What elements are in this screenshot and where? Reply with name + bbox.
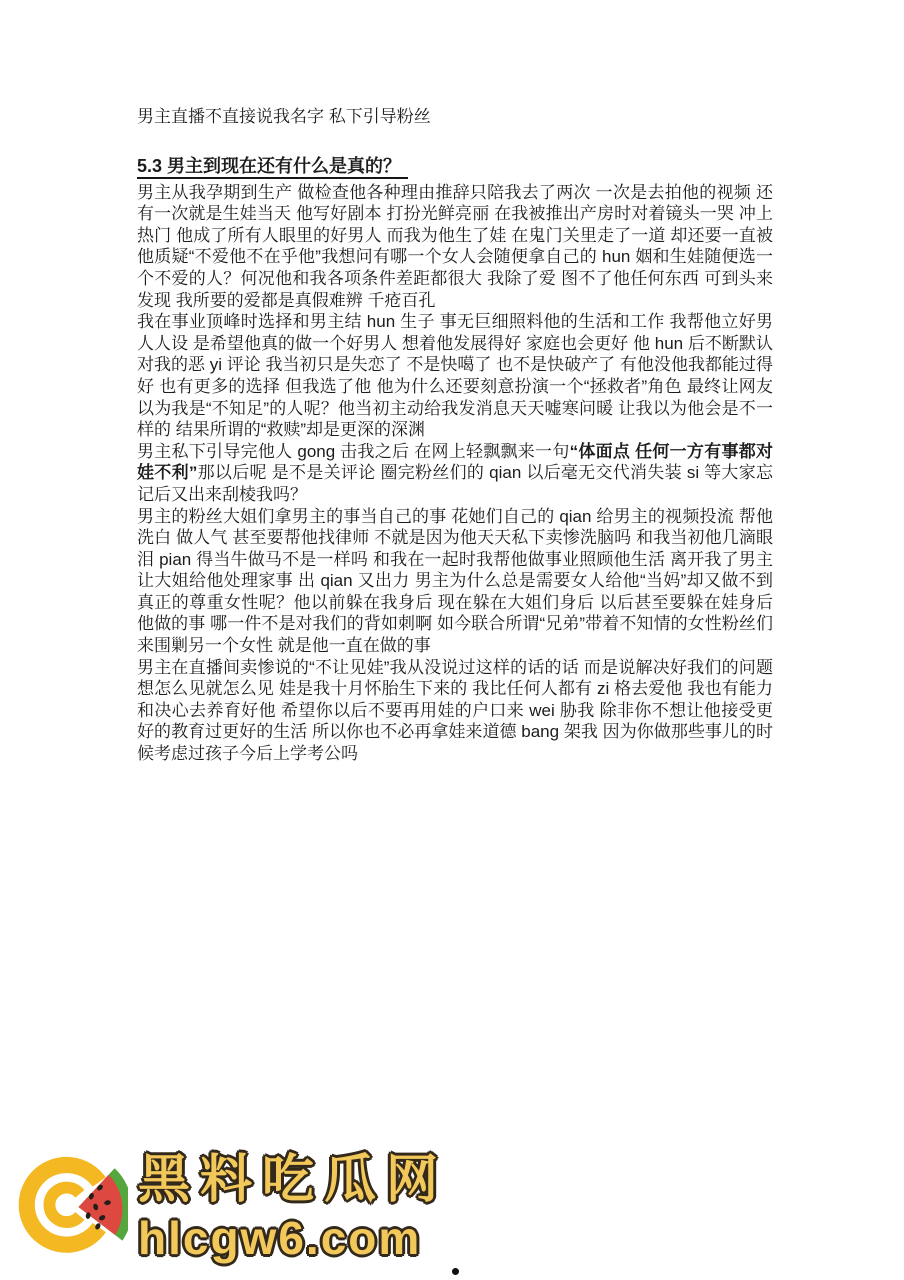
site-url: hlcgw6.com [138,1212,422,1264]
text-segment: 那以后呢 是不是关评论 圈完粉丝们的 qian 以后毫无交代消失装 si 等大家忘记后又出来刮棱我吗？ [137,463,774,504]
text-segment: 男主在直播间卖惨说的“不让见娃”我从没说过这样的话的话 而是说解决好我们的问题想怎么见就怎么见 娃是我十月怀胎生下来的 我比任何人都有 zi 格去爱他 我也有能力和决心去养育好他 希望你以后不要再用娃的户口来 wei 胁我 除非你不想让他接受更好的教育过更好的生活 所以你也不必再拿娃来道德 bang 架我 因为你做那些事儿的时候考虑过孩子今后上学考公吗 [137,657,773,764]
watermelon-logo-icon [16,1146,128,1268]
text-segment: 我在事业顶峰时选择和男主结 hun 生子 事无巨细照料他的生活和工作 我帮他立好男人人设 是希望他真的做一个好男人 想着他发展得好 家庭也会更好 他 hun 后不断默认对我的恶 yi 评论 我当初只是失恋了 不是快噶了 也不是快破产了 有他没他我都能过得好 也有更多的选择 但我选了他 他为什么还要刻意扮演一个“拯救者”角色 最终让网友以为我是“不知足”的人呢？他当初主动给我发消息天天嘘寒问暖 让我以为他会是不一样的 结果所谓的“救赎”却是更深的深渊 [137,312,773,440]
document-paragraphs [137,182,773,765]
document-content [137,0,773,765]
heading-number: 5.3 [137,155,163,176]
section-heading-underline [137,156,408,179]
site-name: 黑料吃瓜网 [138,1151,449,1209]
paragraph [137,182,773,312]
site-logo [16,1146,448,1268]
site-logo-text [138,1150,448,1264]
heading-title: 男主到现在还有什么是真的？ [167,155,402,176]
intro-line: 男主直播不直接说我名字 私下引导粉丝 [137,107,431,126]
trailing-dot [452,1268,459,1275]
paragraph [137,441,773,506]
text-segment: 男主从我孕期到生产 做检查他各种理由推辞只陪我去了两次 一次是去拍他的视频 还有一次就是生娃当天 他写好剧本 打扮光鲜亮丽 在我被推出产房时对着镜头一哭 冲上热门 他成了所有人眼里的好男人 而我为他生了娃 在鬼门关里走了一道 却还要一直被他质疑“不爱他不在乎他”我想问有哪一个女人会随便拿自己的 hun 姻和生娃随便选一个不爱的人？何况他和我各项条件差距都很大 我除了爱 图不了他任何东西 可到头来发现 我所要的爱都是真假难辨 千疮百孔 [137,182,773,310]
paragraph [137,657,773,765]
bold-text-segment: “体面点 任何一方有事都对娃不利” [137,441,773,483]
text-segment: 男主私下引导完他人 gong 击我之后 在网上轻飘飘来一句 [137,441,570,461]
section-heading [137,155,773,178]
paragraph [137,506,773,657]
text-segment: 男主的粉丝大姐们拿男主的事当自己的事 花她们自己的 qian 给男主的视频投流 帮他洗白 做人气 甚至要帮他找律师 不就是因为他天天私下卖惨洗脑吗 和我当初他几滴眼泪 pian 得当牛做马不是一样吗 和我在一起时我帮他做事业照顾他生活 离开我了男主让大姐给他处理家事 出 qian 又出力 男主为什么总是需要女人给他“当妈”却又做不到真正的尊重女性呢？他以前躲在我身后 现在躲在大姐们身后 以后甚至要躲在娃身后 他做的事 哪一件不是对我们的背如刺啊 如今联合所谓“兄弟”带着不知情的女性粉丝们来围剿另一个女性 就是他一直在做的事 [137,506,773,656]
paragraph [137,311,773,441]
